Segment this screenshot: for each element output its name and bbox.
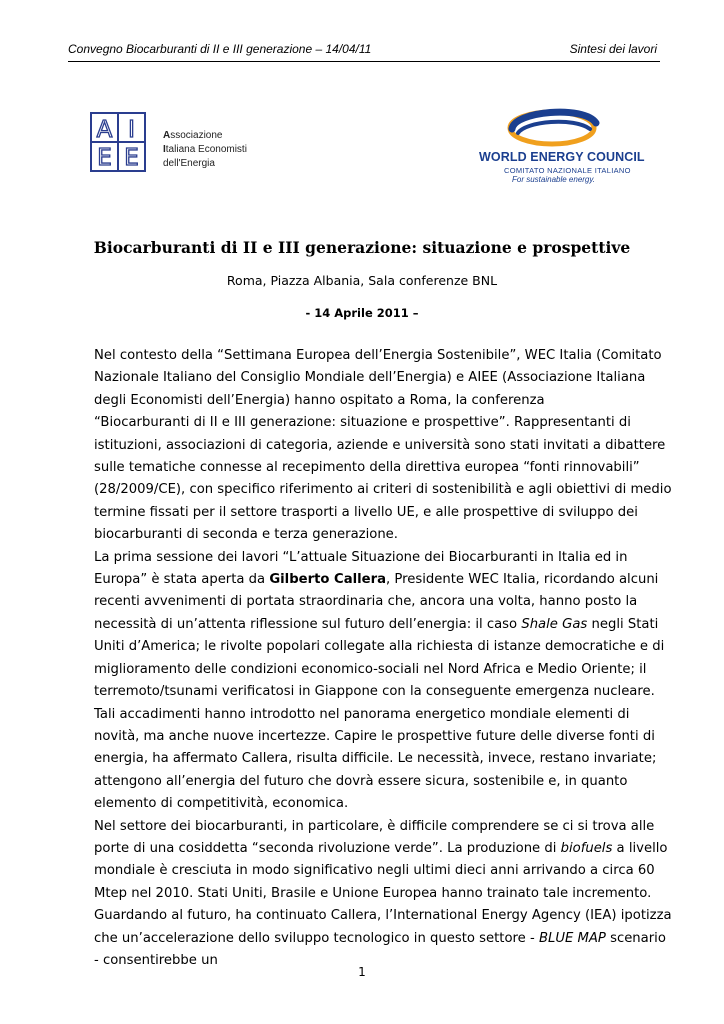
paragraph-3-text-b: , Presidente WEC Italia, ricordando alcuni recenti avvenimenti di portata straordinaria che, ancora una volta, hanno posto la necessità di un’attenta riflessione sul futuro dell’energia: il caso [94, 572, 659, 632]
aiee-word-1: ssociazione [170, 130, 223, 141]
aiee-logo-letter-i: I [128, 117, 135, 143]
paragraph-5-text-a: Nel settore dei biocarburanti, in particolare, è difficile comprendere se ci si trova alle porte di una cosiddetta “seconda rivoluzione verde”. La produzione di [94, 818, 655, 856]
aiee-logo-icon [90, 112, 146, 172]
biofuels-term: biofuels [560, 840, 613, 856]
paragraph-5-text-c: scenario - consentirebbe un [94, 930, 666, 968]
aiee-name [163, 129, 247, 171]
blue-map-term: BLUE MAP [538, 930, 606, 946]
header-section: Sintesi dei lavori [569, 42, 657, 56]
paragraph-4: Tali accadimenti hanno introdotto nel panorama energetico mondiale elementi di novità, ma anche nuove incertezze. Capire le prospettive future delle diverse fonti di energia, ha affermato Callera, risulta difficile. Le necessità, invece, restano invariate; attengono all’energia del futuro che dovrà essere sicura, sostenibile e, in quanto elemento di competitività, economica. [94, 706, 657, 812]
aiee-logo-letter-e1: E [97, 145, 112, 171]
event-date: - 14 Aprile 2011 – [305, 306, 419, 320]
document-title: Biocarburanti di II e III generazione: situazione e prospettive [93, 238, 631, 257]
aiee-logo-letter-e2: E [124, 145, 139, 171]
aiee-word-3: dell'Energia [163, 158, 215, 169]
paragraph-2: “Biocarburanti di II e III generazione: situazione e prospettive”. Rappresentanti di istituzioni, associazioni di categoria, aziende e università sono stati invitati a dibattere sulle tematiche connesse al recepimento della direttiva europea “fonti rinnovabili” (28/2009/CE), con specifico riferimento ai criteri di sostenibilità e agli obiettivi di medio termine fissati per il settore trasporti a livello UE, e alle prospettive di sviluppo dei biocarburanti di seconda e terza generazione. [94, 415, 672, 543]
paragraph-1: Nel contesto della “Settimana Europea dell’Energia Sostenibile”, WEC Italia (Comitato Nazionale Italiano del Consiglio Mondiale dell’Energia) e AIEE (Associazione Italiana degli Economisti dell’Energia) hanno ospitato a Roma, la conferenza [94, 348, 662, 408]
header-title: Convegno Biocarburanti di II e III generazione – 14/04/11 [68, 42, 372, 56]
wec-tagline: For sustainable energy. [512, 175, 596, 184]
wec-name: WORLD ENERGY COUNCIL [479, 150, 645, 164]
aiee-initial-a: A [163, 130, 171, 141]
page-number: 1 [358, 965, 366, 979]
paragraph-3-text-a: La prima sessione dei lavori “L’attuale Situazione dei Biocarburanti in Italia ed in Europa” è stata aperta da [94, 549, 628, 588]
aiee-logo-letter-a: A [96, 117, 113, 143]
document-body [94, 345, 674, 972]
wec-subtitle: COMITATO NAZIONALE ITALIANO [504, 166, 631, 175]
page-header [68, 37, 660, 62]
wec-ellipse-icon [504, 107, 604, 149]
wec-logo [474, 105, 645, 185]
paragraph-3 [94, 547, 674, 704]
aiee-initial-i: I [163, 144, 166, 155]
aiee-word-2: taliana Economisti [165, 144, 247, 155]
speaker-name: Gilberto Callera [269, 572, 387, 588]
paragraph-5-text-b: a livello mondiale è cresciuta in modo significativo negli ultimi dieci anni arrivando a circa 60 Mtep nel 2010. Stati Uniti, Brasile e Unione Europea hanno trainato tale incremento. Guardando al futuro, ha continuato Callera, l’International Energy Agency (IEA) ipotizza che un’accelerazione dello sviluppo tecnologico in questo settore - [94, 840, 672, 946]
event-location: Roma, Piazza Albania, Sala conferenze BNL [226, 273, 498, 288]
paragraph-5 [94, 816, 674, 973]
paragraph-3-text-c: negli Stati Uniti d’America; le rivolte popolari collegate alla richiesta di istanze democratiche e di miglioramento delle condizioni economico-sociali nel Nord Africa e Medio Oriente; il terremoto/tsunami verificatosi in Giappone con la conseguente emergenza nucleare. [94, 616, 665, 700]
shale-gas-term: Shale Gas [521, 616, 588, 632]
